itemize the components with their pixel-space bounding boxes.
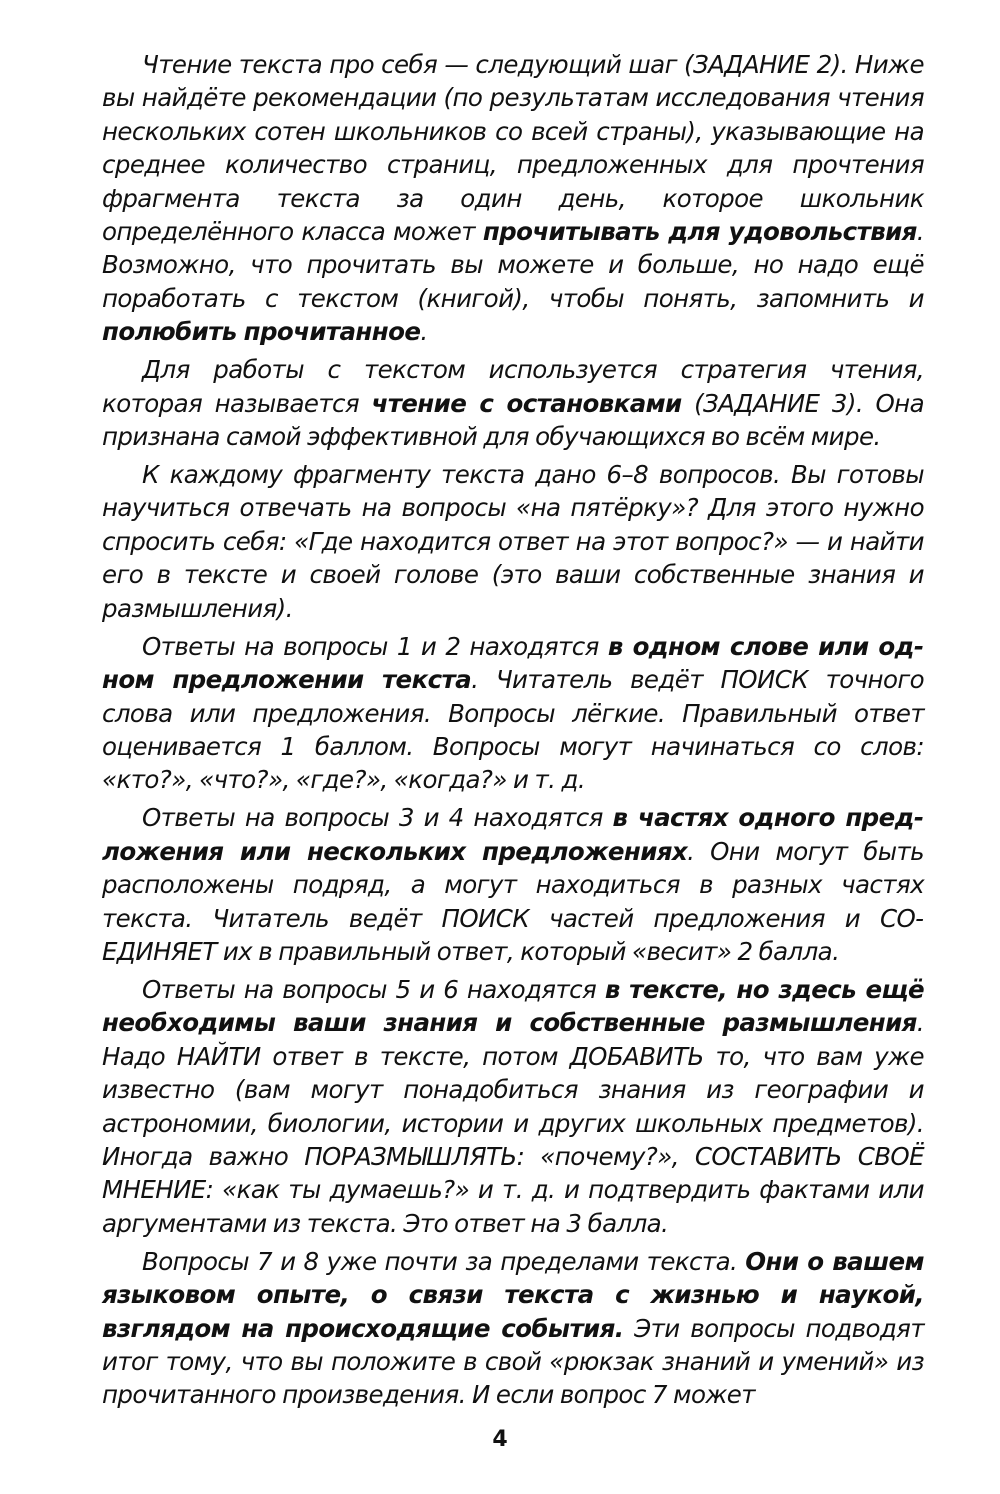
text-run: . Они могут быть расположены подряд, а могут находиться в разных частях текста. Читатель ведёт ПОИСК частей предложения и СОЕДИНЯЕТ их в правильный ответ, который «весит» 2 балла. <box>102 836 925 966</box>
paragraph-questions-7-8 <box>102 1245 924 1412</box>
page-text <box>102 48 924 1416</box>
bold-run: прочитывать для удовольствия <box>482 217 917 247</box>
text-run: Для работы с текстом используется стратегия чтения, которая называется <box>102 355 924 418</box>
text-run: . <box>420 317 428 347</box>
page-number: 4 <box>492 1427 508 1452</box>
paragraph-reading-strategy <box>102 353 924 453</box>
paragraph-questions-intro <box>102 458 924 625</box>
paragraph-questions-1-2 <box>102 630 924 797</box>
bold-run: полюбить прочитанное <box>102 317 421 347</box>
bold-run: чтение с остановками <box>371 388 682 418</box>
bold-run: в одном слове или одном предложении текста <box>102 631 925 695</box>
text-run: Ответы на вопросы 3 и 4 находятся <box>142 803 613 833</box>
paragraph-questions-3-4 <box>102 801 924 968</box>
bold-run: Они о вашем языковом опыте, о связи текста с жизнью и наукой, взглядом на происходящие события. <box>102 1246 924 1343</box>
text-run: . Возможно, что прочитать вы можете и больше, но надо ещё поработать с текстом (книгой), чтобы понять, запомнить и <box>102 217 924 313</box>
text-run: Эти вопросы подводят итог тому, что вы положите в свой «рюкзак знаний и умений» из прочитанного произведения. И если вопрос 7 может <box>102 1313 924 1410</box>
bold-run: в тексте, но здесь ещё необходимы ваши знания и собственные размышления <box>102 974 924 1038</box>
text-run: Чтение текста про себя — следующий шаг (ЗАДАНИЕ 2). Ниже вы найдёте рекомендации (по результатам исследования чтения нескольких сотен школьников со всей страны), указывающие на среднее количество страниц, предложенных для прочтения фрагмента текста за один день, которое школьник определённого класса может <box>102 50 924 247</box>
paragraph-silent-reading <box>102 48 924 349</box>
text-run: К каждому фрагменту текста дано 6–8 вопросов. Вы готовы научиться отвечать на вопросы «на пятёрку»? Для этого нужно спросить себя: «Где находится ответ на этот вопрос?» — и найти его в тексте и своей голове (это ваши собственные знания и размышления). <box>102 460 924 623</box>
text-run: (ЗАДАНИЕ 3). Она признана самой эффективной для обучающихся во всём мире. <box>102 388 924 452</box>
bold-run: в частях одного предложения или нескольких предложениях <box>102 803 924 866</box>
text-run: . Читатель ведёт ПОИСК точного слова или предложения. Вопросы лёгкие. Правильный ответ оценивается 1 баллом. Вопросы могут начинаться со слов: «кто?», «что?», «где?», «когда?» и т. д. <box>102 665 925 795</box>
text-run: Ответы на вопросы 1 и 2 находятся <box>142 631 608 661</box>
text-run: . Надо НАЙТИ ответ в тексте, потом ДОБАВИТЬ то, что вам уже известно (вам могут понадобиться знания из географии и астрономии, биологии, истории и других школьных предметов). Иногда важно ПОРАЗМЫШЛЯТЬ: «почему?», СОСТАВИТЬ СВОЁ МНЕНИЕ: «как ты думаешь?» и т. д. и подтвердить фактами или аргументами из текста. Это ответ на 3 балла. <box>102 1008 924 1238</box>
paragraph-questions-5-6 <box>102 973 924 1240</box>
text-run: Ответы на вопросы 5 и 6 находятся <box>142 974 605 1004</box>
text-run: Вопросы 7 и 8 уже почти за пределами текста. <box>142 1246 746 1276</box>
